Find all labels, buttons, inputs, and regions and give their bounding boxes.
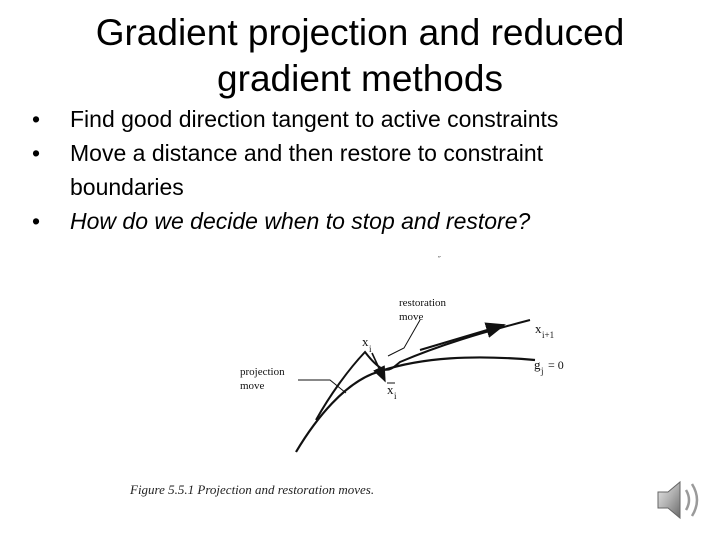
label-gj-subscript: j [541,366,544,376]
label-projection: projection [240,366,285,378]
bullet-dot: • [31,140,41,166]
bullet-dot: • [31,106,41,132]
constraint-curve [296,357,535,452]
title-line-1: Gradient projection and reduced [95,12,625,53]
label-gj: g [534,357,541,372]
label-xibar: x [387,382,394,397]
bullet-text: Move a distance and then restore to constraint [70,140,544,166]
label-xibar-subscript: i [394,391,397,401]
speaker-icon-graphic [652,474,708,526]
label-xi1-subscript: i+1 [542,330,555,340]
bullet-text: Find good direction tangent to active constraints [70,106,559,132]
projection-direction-arrow [420,325,504,350]
figure-tick-mark: ˝ [438,255,441,264]
projection-pointer [298,380,346,393]
label-xi-subscript: i [369,344,372,354]
bullet-dot: • [31,208,41,234]
restoration-move-arrow [372,353,385,381]
figure-caption: Figure 5.5.1 Projection and restoration moves. [130,482,375,497]
projection-move-line [316,320,530,420]
bullet-text-continued: boundaries [70,174,184,200]
title-line-2: gradient methods [217,58,503,99]
label-gj-equation: = 0 [548,358,564,372]
label-restoration: restoration [399,297,447,309]
label-xi1: x [535,321,542,336]
label-restoration-move: move [399,311,424,323]
restoration-pointer [388,320,420,356]
label-projection-move: move [240,380,265,392]
label-xi: x [362,334,369,349]
bullet-text: How do we decide when to stop and restore? [70,208,531,234]
speaker-icon[interactable] [652,474,708,531]
